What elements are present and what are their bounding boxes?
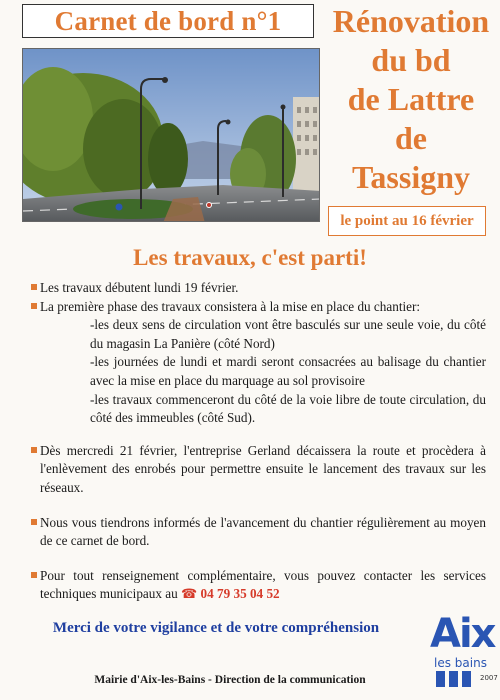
list-item: Pour tout renseignement complémentaire, vous pouvez contacter les services techniques municipaux au ☎ 04 79 35 04 52 [30,567,486,604]
title-box [22,4,314,38]
thanks-message: Merci de votre vigilance et de votre compréhension [52,620,380,636]
list-item: Dès mercredi 21 février, l'entreprise Gerland décaissera la route et procèdera à l'enlèvement des enrobés pour permettre ensuite le lancement des travaux sur les réseaux. [30,442,486,498]
footer-credit: Mairie d'Aix-les-Bains - Direction de la communication [94,674,366,686]
phone-number[interactable]: 04 79 35 04 52 [200,586,280,602]
logo-year: 2007 [480,674,498,682]
telephone-icon: ☎ [181,586,198,602]
bullet-icon [31,284,37,290]
list-item: Les travaux débutent lundi 19 février. [30,279,486,298]
bullet-icon [31,303,37,309]
date-badge: le point au 16 février [328,206,486,236]
project-title: Rénovation du bd de Lattre de Tassigny [332,3,490,195]
logo-subtitle: les bains [434,656,487,670]
street-photo [22,48,320,222]
bullet-icon [31,519,37,525]
sub-item: -les deux sens de circulation vont être basculés sur une seule voie, du côté du magasin La Panière (côté Nord) [90,317,486,351]
list-item: Nous vous tiendrons informés de l'avancement du chantier régulièrement au moyen de ce carnet de bord. [30,514,486,551]
sub-item: -les journées de lundi et mardi seront consacrées au balisage du chantier avec la mise en place du marquage au sol provisoire [90,354,486,388]
section-heading: Les travaux, c'est parti! [133,245,367,270]
bullet-icon [31,447,37,453]
document-title: Carnet de bord n°1 [54,5,282,36]
sub-item: -les travaux commenceront du côté de la voie libre de toute circulation, du côté des immeubles (côté Sud). [90,391,486,426]
sub-list [30,316,486,428]
bullet-icon [31,572,37,578]
content-body [30,279,486,604]
logo-wordmark: Aix [430,611,495,657]
list-item: La première phase des travaux consistera à la mise en place du chantier: [30,298,486,317]
